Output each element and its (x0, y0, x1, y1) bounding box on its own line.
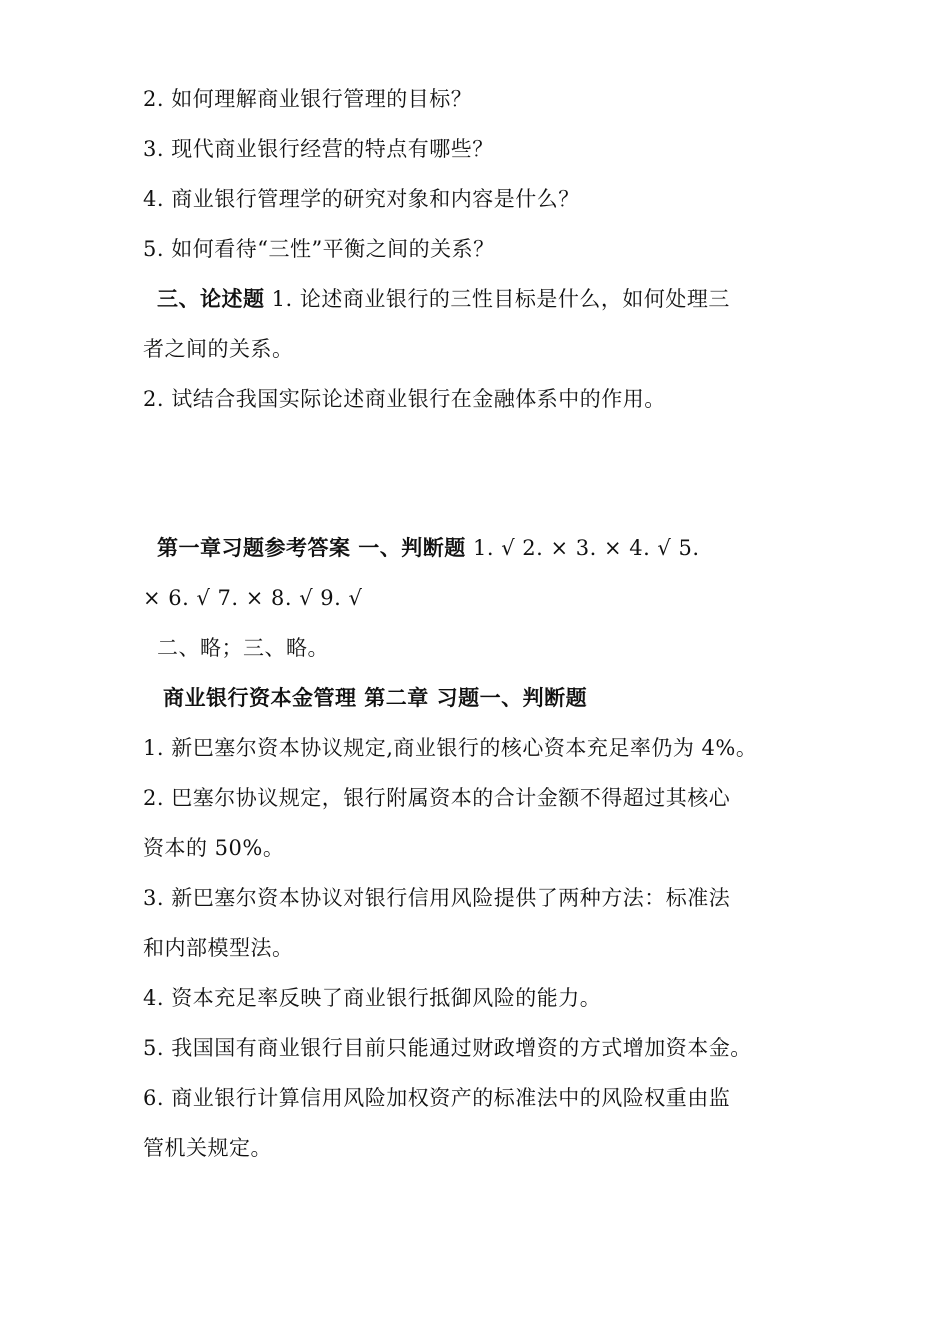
tf-item-6: 6. 商业银行计算信用风险加权资产的标准法中的风险权重由监 (143, 1086, 731, 1110)
answer-key-part2: × 6. √ 7. × 8. √ 9. √ (143, 586, 363, 610)
question-2: 2. 如何理解商业银行管理的目标？ (143, 87, 473, 111)
essay-section (157, 284, 730, 314)
answer-key-section (157, 533, 700, 563)
essay-heading: 三、论述题 (157, 287, 265, 311)
tf-item-1: 1. 新巴塞尔资本协议规定,商业银行的核心资本充足率仍为 4%。 (143, 736, 758, 760)
answer-key-heading: 第一章习题参考答案 一、判断题 (157, 536, 466, 560)
essay-question-1: 1. 论述商业银行的三性目标是什么，如何处理三 (264, 287, 730, 311)
answer-key-omitted: 二、略；三、略。 (157, 636, 329, 660)
tf-item-2-cont: 资本的 50%。 (143, 836, 285, 860)
tf-item-3: 3. 新巴塞尔资本协议对银行信用风险提供了两种方法：标准法 (143, 886, 731, 910)
answer-key-part1: 1. √ 2. × 3. × 4. √ 5. (465, 536, 700, 560)
question-4: 4. 商业银行管理学的研究对象和内容是什么？ (143, 187, 580, 211)
question-5: 5. 如何看待“三性”平衡之间的关系？ (143, 237, 495, 261)
essay-question-1-cont: 者之间的关系。 (143, 337, 294, 361)
chapter-2-heading: 商业银行资本金管理 第二章 习题一、判断题 (163, 686, 588, 710)
tf-item-5: 5. 我国国有商业银行目前只能通过财政增资的方式增加资本金。 (143, 1036, 752, 1060)
tf-item-2: 2. 巴塞尔协议规定，银行附属资本的合计金额不得超过其核心 (143, 786, 731, 810)
question-3: 3. 现代商业银行经营的特点有哪些？ (143, 137, 494, 161)
essay-question-2: 2. 试结合我国实际论述商业银行在金融体系中的作用。 (143, 387, 666, 411)
tf-item-6-cont: 管机关规定。 (143, 1136, 272, 1160)
tf-item-3-cont: 和内部模型法。 (143, 936, 294, 960)
tf-item-4: 4. 资本充足率反映了商业银行抵御风险的能力。 (143, 986, 602, 1010)
